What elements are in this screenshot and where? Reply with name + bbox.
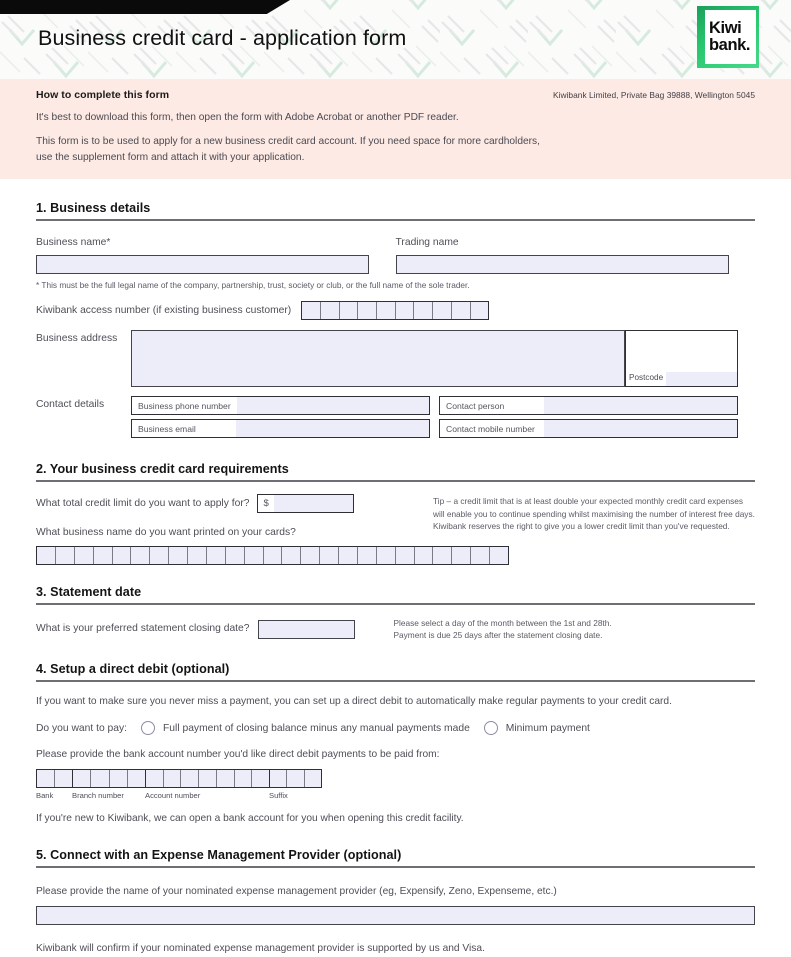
- business-name-input[interactable]: [36, 255, 369, 274]
- printed-name-question: What business name do you want printed on your cards?: [36, 527, 296, 539]
- trading-name-input[interactable]: [396, 255, 729, 274]
- header-black-tab: [0, 0, 290, 14]
- bank-account-number-cells[interactable]: [36, 769, 322, 788]
- character-cell[interactable]: [377, 547, 396, 564]
- section-business-details: [36, 201, 755, 442]
- business-email-field[interactable]: [131, 419, 430, 438]
- section-1-divider: [36, 219, 755, 221]
- character-cell[interactable]: [433, 302, 452, 319]
- character-cell[interactable]: [287, 770, 304, 787]
- section-2-divider: [36, 480, 755, 482]
- character-cell[interactable]: [320, 547, 339, 564]
- statement-date-question: What is your preferred statement closing date?: [36, 623, 250, 635]
- contact-mobile-field[interactable]: [439, 419, 738, 438]
- character-cell[interactable]: [56, 547, 75, 564]
- postcode-field[interactable]: [625, 330, 738, 387]
- credit-limit-tip-3: Kiwibank reserves the right to give you a lower credit limit than you've requested.: [433, 521, 730, 532]
- section-5-title: 5. Connect with an Expense Management Provider (optional): [36, 847, 402, 862]
- bank-account-prompt: Please provide the bank account number you'd like direct debit payments to be paid from:: [36, 749, 440, 761]
- character-cell[interactable]: [396, 547, 415, 564]
- section-5-divider: [36, 866, 755, 868]
- statement-date-input[interactable]: [258, 620, 355, 639]
- business-phone-field[interactable]: [131, 396, 430, 415]
- character-cell[interactable]: [245, 547, 264, 564]
- credit-limit-tip-2: will enable you to continue spending whilst maximising the number of interest free days.: [433, 508, 755, 519]
- bank-label: Bank: [36, 791, 54, 801]
- section-1-title: 1. Business details: [36, 201, 151, 216]
- how-to-line-2: This form is to be used to apply for a new business credit card account. If you need space for more cardholders,: [36, 135, 540, 147]
- character-cell[interactable]: [73, 770, 91, 787]
- character-cell[interactable]: [150, 547, 169, 564]
- option-full-payment-label: Full payment of closing balance minus any manual payments made: [163, 722, 470, 734]
- business-phone-input[interactable]: [237, 397, 429, 414]
- character-cell[interactable]: [37, 770, 55, 787]
- branch-number-cells[interactable]: [73, 770, 146, 787]
- how-to-complete-band: [0, 79, 791, 179]
- how-to-line-1: It's best to download this form, then open the form with Adobe Acrobat or another PDF reader.: [36, 112, 459, 123]
- character-cell[interactable]: [414, 302, 433, 319]
- trading-name-label: Trading name: [395, 237, 459, 249]
- contact-person-field[interactable]: [439, 396, 738, 415]
- character-cell[interactable]: [181, 770, 199, 787]
- contact-mobile-input[interactable]: [544, 420, 737, 437]
- character-cell[interactable]: [490, 547, 508, 564]
- option-minimum-payment-label: Minimum payment: [505, 722, 590, 734]
- character-cell[interactable]: [358, 302, 377, 319]
- character-cell[interactable]: [37, 547, 56, 564]
- business-name-label: Business name*: [36, 237, 111, 249]
- branch-label: Branch number: [72, 791, 124, 801]
- character-cell[interactable]: [55, 770, 72, 787]
- section-direct-debit: [36, 662, 755, 827]
- character-cell[interactable]: [94, 547, 113, 564]
- credit-limit-field[interactable]: [257, 494, 354, 513]
- section-3-title: 3. Statement date: [36, 584, 142, 599]
- company-address: Kiwibank Limited, Private Bag 39888, Wellington 5045: [552, 90, 755, 100]
- how-to-heading: How to complete this form: [36, 89, 170, 101]
- character-cell[interactable]: [131, 547, 150, 564]
- business-email-label: Business email: [132, 420, 236, 437]
- character-cell[interactable]: [358, 547, 377, 564]
- statement-date-hint-1: Please select a day of the month between the 1st and 28th.: [393, 617, 612, 628]
- pay-question-label: Do you want to pay:: [36, 722, 128, 734]
- character-cell[interactable]: [415, 547, 434, 564]
- character-cell[interactable]: [471, 302, 489, 319]
- postcode-label: Postcode: [629, 373, 664, 383]
- section-expense-provider: [36, 848, 755, 957]
- character-cell[interactable]: [452, 547, 471, 564]
- character-cell[interactable]: [164, 770, 182, 787]
- character-cell[interactable]: [471, 547, 490, 564]
- section-statement-date: [36, 585, 755, 642]
- character-cell[interactable]: [433, 547, 452, 564]
- business-email-input[interactable]: [236, 420, 429, 437]
- business-phone-label: Business phone number: [132, 397, 237, 414]
- section-4-divider: [36, 680, 755, 682]
- character-cell[interactable]: [128, 770, 145, 787]
- character-cell[interactable]: [113, 547, 132, 564]
- account-label: Account number: [145, 791, 201, 801]
- section-3-divider: [36, 603, 755, 605]
- character-cell[interactable]: [188, 547, 207, 564]
- character-cell[interactable]: [396, 302, 415, 319]
- contact-person-label: Contact person: [440, 397, 544, 414]
- section-4-title: 4. Setup a direct debit (optional): [36, 661, 230, 676]
- character-cell[interactable]: [264, 547, 283, 564]
- character-cell[interactable]: [321, 302, 340, 319]
- character-cell[interactable]: [377, 302, 396, 319]
- character-cell[interactable]: [75, 547, 94, 564]
- section-card-requirements: [36, 462, 755, 564]
- how-to-line-3: use the supplement form and attach it with your application.: [36, 151, 305, 163]
- character-cell[interactable]: [199, 770, 217, 787]
- expense-provider-closing-note: Kiwibank will confirm if your nominated expense management provider is supported by us and Visa.: [36, 942, 485, 954]
- direct-debit-intro: If you want to make sure you never miss a payment, you can set up a direct debit to automatically make regular payments to your credit card.: [36, 695, 672, 707]
- character-cell[interactable]: [110, 770, 128, 787]
- account-number-cells[interactable]: [146, 770, 270, 787]
- page-title: Business credit card - application form: [38, 26, 407, 50]
- logo-text-bank: bank.: [709, 36, 751, 54]
- section-2-title: 2. Your business credit card requirements: [36, 462, 289, 477]
- contact-mobile-label: Contact mobile number: [440, 420, 544, 437]
- character-cell[interactable]: [235, 770, 253, 787]
- printed-name-cells[interactable]: [36, 546, 509, 565]
- character-cell[interactable]: [146, 770, 164, 787]
- contact-details-label: Contact details: [36, 399, 105, 411]
- kiwibank-logo: [697, 6, 759, 68]
- access-number-cells[interactable]: [301, 301, 489, 320]
- credit-limit-question: What total credit limit do you want to apply for?: [36, 498, 250, 510]
- access-number-label: Kiwibank access number (if existing business customer): [36, 305, 292, 317]
- radio-minimum-payment[interactable]: [484, 721, 498, 735]
- character-cell[interactable]: [252, 770, 269, 787]
- character-cell[interactable]: [302, 302, 321, 319]
- business-address-label: Business address: [36, 333, 118, 345]
- character-cell[interactable]: [301, 547, 320, 564]
- expense-provider-input[interactable]: [36, 906, 755, 925]
- character-cell[interactable]: [207, 547, 226, 564]
- direct-debit-closing-note: If you're new to Kiwibank, we can open a bank account for you when opening this credit facility.: [36, 813, 464, 825]
- expense-provider-prompt: Please provide the name of your nominated expense management provider (eg, Expensify, Zeno, Expenseme, etc.): [36, 885, 557, 897]
- character-cell[interactable]: [91, 770, 109, 787]
- suffix-cells[interactable]: [270, 770, 321, 787]
- character-cell[interactable]: [169, 547, 188, 564]
- character-cell[interactable]: [226, 547, 245, 564]
- radio-full-payment[interactable]: [141, 721, 155, 735]
- bank-code-cells[interactable]: [37, 770, 73, 787]
- business-address-input[interactable]: [131, 330, 625, 387]
- page-header: [0, 0, 791, 79]
- logo-text-kiwi: Kiwi: [709, 19, 742, 38]
- statement-date-hint-2: Payment is due 25 days after the statement closing date.: [393, 630, 603, 641]
- character-cell[interactable]: [270, 770, 287, 787]
- character-cell[interactable]: [452, 302, 471, 319]
- currency-symbol: $: [258, 495, 273, 512]
- character-cell[interactable]: [217, 770, 235, 787]
- suffix-label: Suffix: [269, 791, 288, 801]
- credit-limit-input[interactable]: [274, 495, 354, 512]
- character-cell[interactable]: [339, 547, 358, 564]
- character-cell[interactable]: [305, 770, 321, 787]
- credit-limit-tip-1: Tip – a credit limit that is at least double your expected monthly credit card expenses: [433, 496, 744, 507]
- business-name-footnote: * This must be the full legal name of the company, partnership, trust, society or club, or the full name of the sole trader.: [36, 279, 470, 290]
- character-cell[interactable]: [282, 547, 301, 564]
- contact-person-input[interactable]: [544, 397, 737, 414]
- character-cell[interactable]: [340, 302, 359, 319]
